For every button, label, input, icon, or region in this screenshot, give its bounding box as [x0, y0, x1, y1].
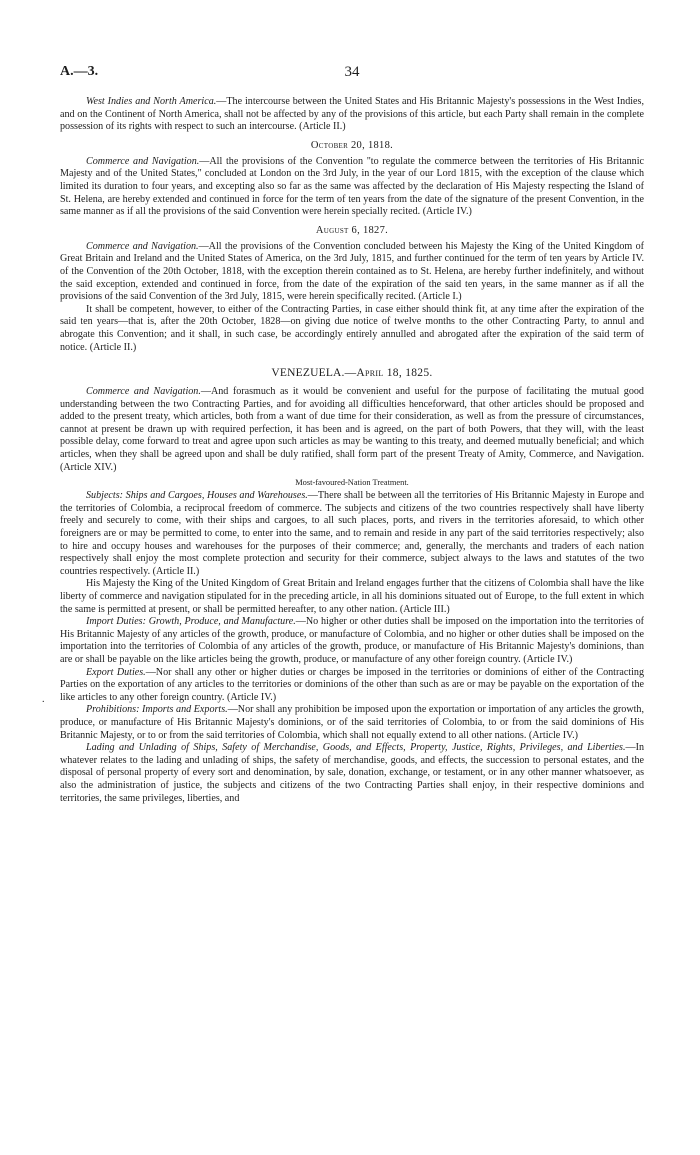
page-body — [60, 96, 644, 805]
paragraph-lading: Lading and Unlading of Ships, Safety of Merchandise, Goods, and Effects, Property, Justice, Rights, Privileges, and Liberties.—In whatever relates to the lading and unlading of ships, the safety of merchandise, goods, and effects, the succession to personal estates, and the disposal of personal property of every sort and denomination, by sale, donation, exchange, or testament, or in any other manner whatsoever, as also the administration of justice, the subjects and citizens of the two Contracting Parties shall enjoy, in their respective dominions and territories, the same privileges, liberties, and — [60, 742, 644, 804]
paragraph-1827-a: Commerce and Navigation.—All the provisions of the Convention concluded between his Majesty the King of the United Kingdom of Great Britain and Ireland and the United States of America, on the 3rd July, 1815, and further continued for the term of ten years by Article IV. of the Convention of the 20th October, 1818, with the exception therein contained as to St. Helena, are hereby further indefinitely, and without the said exception, extended and continued in force, from the date of the expiration of the said ten years, in the same manner as if all the provisions of the said Convention of the 3rd July, 1815, were herein specifically recited. (Article I.) — [60, 240, 644, 303]
heading-prohibitions: Prohibitions: Imports and Exports. — [86, 704, 228, 716]
heading-lading: Lading and Unlading of Ships, Safety of Merchandise, Goods, and Effects, Property, Justice, Rights, Privileges, and Liberties. — [86, 742, 626, 754]
heading-west-indies: West Indies and North America. — [86, 96, 217, 107]
venezuela-date: —April 18, 1825. — [344, 367, 433, 380]
paragraph-king: His Majesty the King of the United Kingdom of Great Britain and Ireland engages further that the citizens of Colombia shall have the like liberty of commerce and navigation stipulated for in the preceding article, in all his dominions situated out of Europe, to the full extent in which the same is permitted at present, or shall be permitted hereafter, to any other nation. (Article III.) — [60, 578, 644, 615]
venezuela-heading — [60, 367, 644, 379]
paragraph-prohibitions: Prohibitions: Imports and Exports.—Nor shall any prohibition be imposed upon the exportation or importation of any articles the growth, produce, or manufacture of His Britannic Majesty's dominions, or of the said territories of Colombia, to or from the said dominions of His Britannic Majesty, or to or from the said territories of Colombia, which shall not equally extend to all other nations. (Article IV.) — [60, 704, 645, 741]
paragraph-1818: Commerce and Navigation.—All the provisions of the Convention "to regulate the commerce between the territories of His Britannic Majesty and of the United States," concluded at London on the 3rd July, in the year of our Lord 1815, with the exception of the clause which limited its duration to four years, and excepting also so far as the same was affected by the declaration of His Majesty respecting the Island of St. Helena, are hereby extended and continued in force for the term of ten years from the date of the signature of the present Convention, in the same manner as if all the provisions of the said Convention were herein specially recited. (Article IV.) — [60, 155, 644, 218]
heading-commerce-venezuela: Commerce and Navigation. — [86, 386, 201, 398]
country-name: VENEZUELA. — [271, 367, 345, 380]
paragraph-import: Import Duties: Growth, Produce, and Manufacture.—No higher or other duties shall be imposed on the importation into the territories of His Britannic Majesty of any articles of the growth, produce, or manufacture of Colombia, and no higher or other duties shall be imposed on the importation into the territories of Colombia of any articles of the growth, produce, or manufacture of His Britannic Majesty's dominions, than are or shall be payable on the like articles being the growth, produce, or manufacture of any other foreign country. (Article IV.) — [60, 616, 644, 665]
paragraph-north-america: West Indies and North America.—The intercourse between the United States and His Britannic Majesty's possessions in the West Indies, and on the Continent of North America, shall not be affected by any of the provisions of this article, but each Party shall remain in the complete possession of its rights with respect to such an intercourse. (Article II.) — [60, 96, 644, 133]
paragraph-venezuela-commerce: Commerce and Navigation.—And forasmuch as it would be convenient and useful for the purpose of facilitating the mutual good understanding between the two Contracting Parties, and for avoiding all difficulties henceforward, that other articles should be proposed and added to the present treaty, which articles, both from a want of due time for their consideration, as well as from the pressure of circumstances, cannot at present be drawn up with required perfection, it has been and is agreed, on the part of both Powers, that they will, with the least possible delay, come forward to treat and agree upon such articles as may be wanting to this treaty, and deemed mutually beneficial; and which articles, when they shall be agreed upon and shall be duly ratified, shall form part of the present Treaty of Amity, Commerce, and Navigation. (Article XIV.) — [60, 386, 644, 473]
paper-reference: A.—3. — [60, 64, 99, 79]
subheading-mfn: Most-favoured-Nation Treatment. — [295, 478, 409, 488]
margin-mark: . — [42, 694, 45, 705]
heading-export: Export Duties. — [86, 666, 146, 678]
paragraph-1827-b: It shall be competent, however, to either of the Contracting Parties, in case either should think fit, at any time after the expiration of the said ten years—that is, after the 20th October, 1828—on giving due notice of twelve months to the other Contracting Party, to annul and abrogate this Convention; and it shall, in such case, be accordingly entirely annulled and abrogated after the expiration of the said term of notice. (Article II.) — [60, 303, 644, 353]
page-header — [60, 64, 644, 84]
heading-subjects: Subjects: Ships and Cargoes, Houses and Warehouses. — [86, 490, 308, 502]
heading-import: Import Duties: Growth, Produce, and Manufacture. — [86, 616, 296, 628]
date-1827: August 6, 1827. — [315, 224, 389, 236]
date-1818: October 20, 1818. — [310, 139, 394, 151]
page-number: 34 — [344, 64, 360, 80]
paragraph-subjects: Subjects: Ships and Cargoes, Houses and Warehouses.—There shall be between all the territories of His Britannic Majesty in Europe and the territories of Colombia, a reciprocal freedom of commerce. The subjects and citizens of the two countries respectively shall have liberty freely and securely to come, with their ships and cargoes, to all such places, ports, and rivers in the territories aforesaid, to which other foreigners are or may be permitted to come, to enter into the same, and to remain and reside in any part of the said territories respectively; also to hire and occupy houses and warehouses for the purposes of their commerce; and, generally, the merchants and traders of each nation respectively shall enjoy the most complete protection and security for their commerce, subject always to the laws and statutes of the two countries respectively. (Article II.) — [60, 490, 644, 577]
heading-commerce-1827: Commerce and Navigation. — [86, 240, 199, 252]
paragraph-export: Export Duties.—Nor shall any other or higher duties or charges be imposed in the territories or dominions of either of the Contracting Parties on the exportation of any articles to the territories or dominions of the other than such as are or may be payable on the exportation of the like articles to any other foreign country. (Article IV.) — [60, 666, 645, 703]
heading-commerce-1818: Commerce and Navigation. — [86, 155, 200, 167]
